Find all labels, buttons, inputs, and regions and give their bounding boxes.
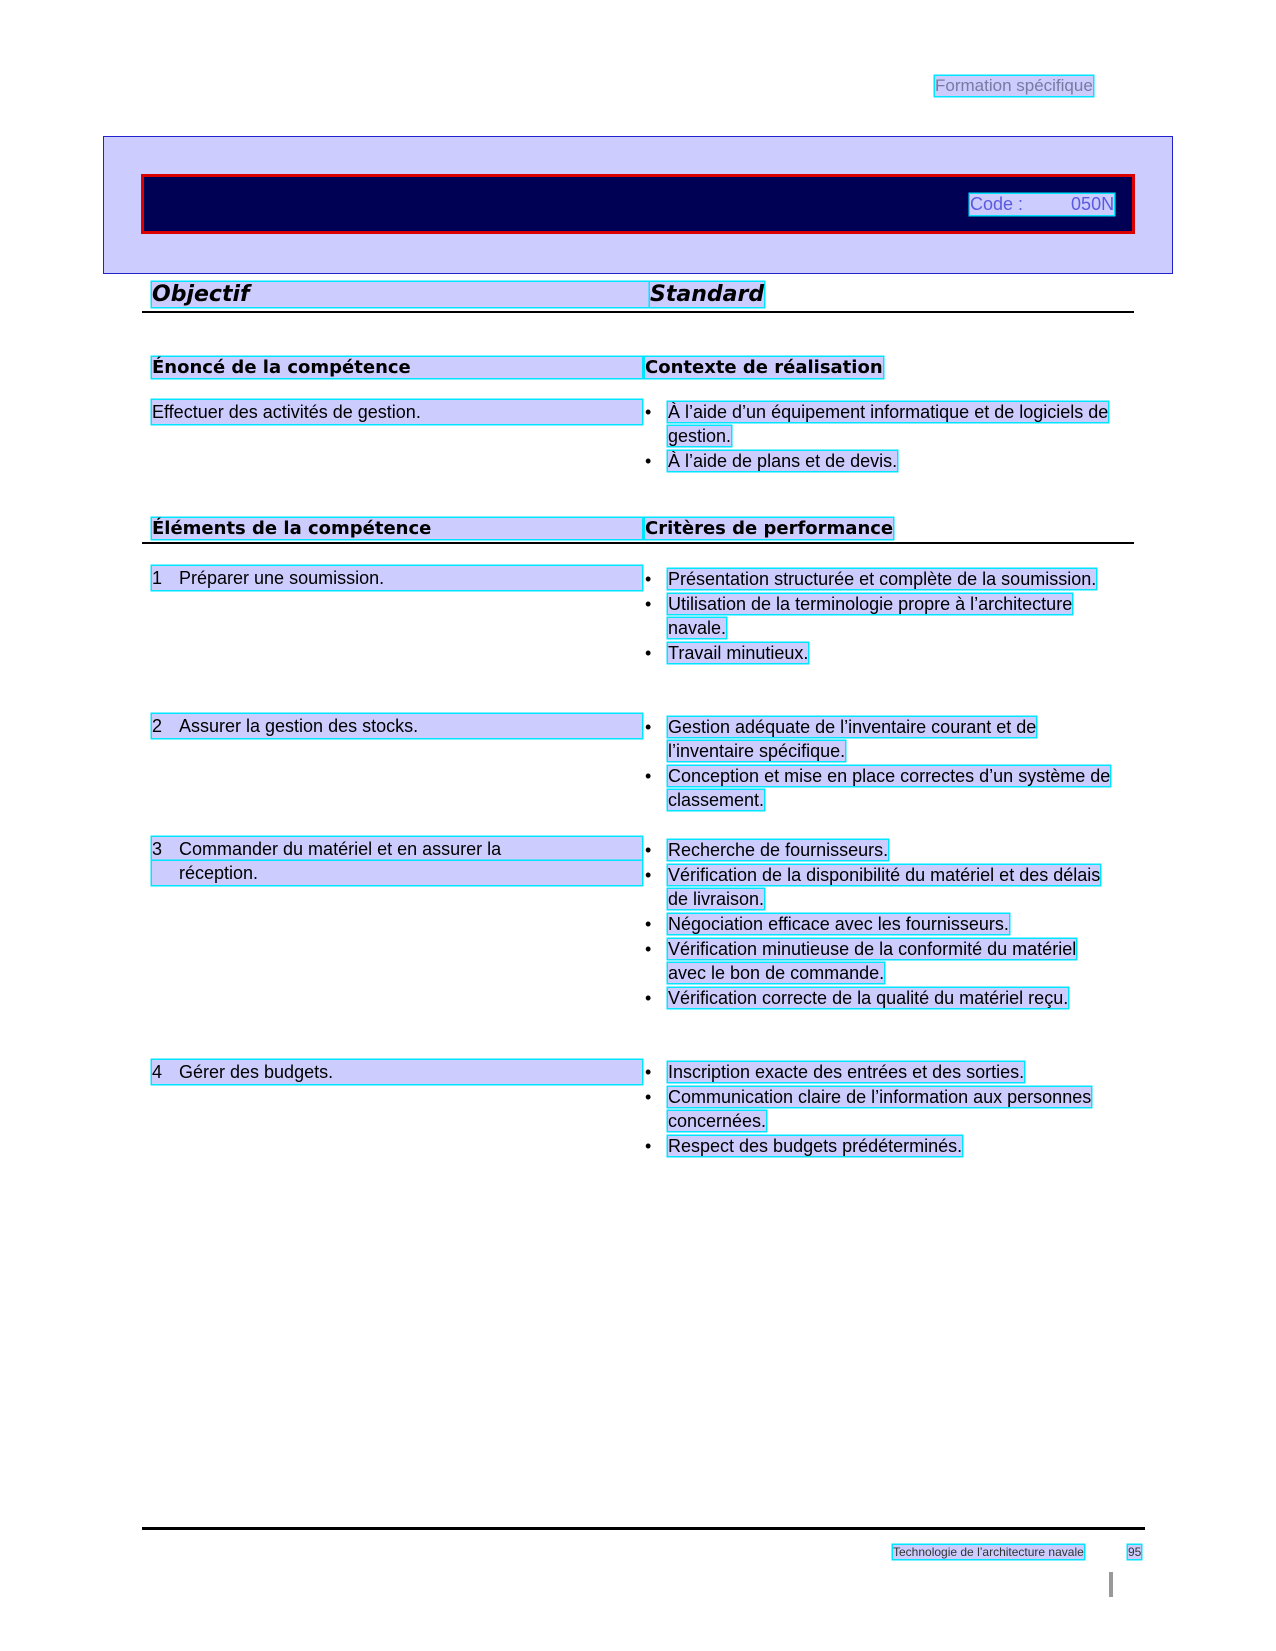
element-number: 2 — [152, 716, 163, 736]
objective-column-title: Objectif — [152, 282, 652, 307]
code-value: 050N — [1071, 194, 1115, 214]
criteria-heading: Critères de performance — [645, 518, 894, 539]
list-item: • Travail minutieux. — [645, 641, 1115, 665]
element-item — [152, 566, 642, 590]
list-item: • Respect des budgets prédéterminés. — [645, 1134, 1115, 1158]
page-number: 95 — [1128, 1545, 1142, 1559]
criteria-list — [645, 1060, 1115, 1159]
list-item: • Conception et mise en place correctes d’un système de classement. — [645, 764, 1115, 812]
element-text: Assurer la gestion des stocks. — [179, 716, 419, 736]
footer-divider — [142, 1527, 1145, 1530]
statement-heading: Énoncé de la compétence — [152, 357, 642, 378]
element-item — [152, 714, 642, 738]
footer-program-title: Technologie de l’architecture navale — [893, 1545, 1084, 1559]
element-item — [152, 837, 642, 885]
divider — [142, 311, 1134, 313]
context-heading: Contexte de réalisation — [645, 357, 883, 378]
list-item: • Présentation structurée et complète de la soumission. — [645, 567, 1115, 591]
element-text: Préparer une soumission. — [179, 568, 385, 588]
list-item: • À l’aide d’un équipement informatique et de logiciels de gestion. — [645, 400, 1115, 448]
criteria-list — [645, 567, 1115, 666]
list-item: • À l’aide de plans et de devis. — [645, 449, 1115, 473]
list-item: • Vérification correcte de la qualité du matériel reçu. — [645, 986, 1115, 1010]
section-title: Formation spécifique — [935, 76, 1093, 95]
element-number: 3 — [152, 839, 163, 859]
element-item — [152, 1060, 642, 1084]
element-text: Commander du matériel et en assurer la — [179, 839, 502, 859]
element-number: 4 — [152, 1062, 163, 1082]
criteria-list — [645, 715, 1115, 813]
criteria-list — [645, 838, 1115, 1011]
competency-code — [970, 194, 1114, 215]
list-item: • Utilisation de la terminologie propre à l’architecture navale. — [645, 592, 1115, 640]
elements-heading: Éléments de la compétence — [152, 518, 642, 539]
margin-marker — [1109, 1572, 1113, 1597]
statement-text: Effectuer des activités de gestion. — [152, 400, 642, 424]
element-text: Gérer des budgets. — [179, 1062, 334, 1082]
context-list — [645, 400, 1115, 474]
element-number: 1 — [152, 568, 163, 588]
divider — [142, 542, 1134, 544]
list-item: • Inscription exacte des entrées et des sorties. — [645, 1060, 1115, 1084]
list-item: • Vérification de la disponibilité du matériel et des délais de livraison. — [645, 863, 1115, 911]
list-item: • Gestion adéquate de l’inventaire courant et de l’inventaire spécifique. — [645, 715, 1115, 763]
list-item: • Négociation efficace avec les fournisseurs. — [645, 912, 1115, 936]
list-item: • Communication claire de l’information aux personnes concernées. — [645, 1085, 1115, 1133]
list-item: • Vérification minutieuse de la conformité du matériel avec le bon de commande. — [645, 937, 1115, 985]
standard-column-title: Standard — [650, 282, 765, 307]
list-item: • Recherche de fournisseurs. — [645, 838, 1115, 862]
code-label: Code : — [970, 194, 1024, 214]
element-text-continued: réception. — [152, 861, 642, 885]
